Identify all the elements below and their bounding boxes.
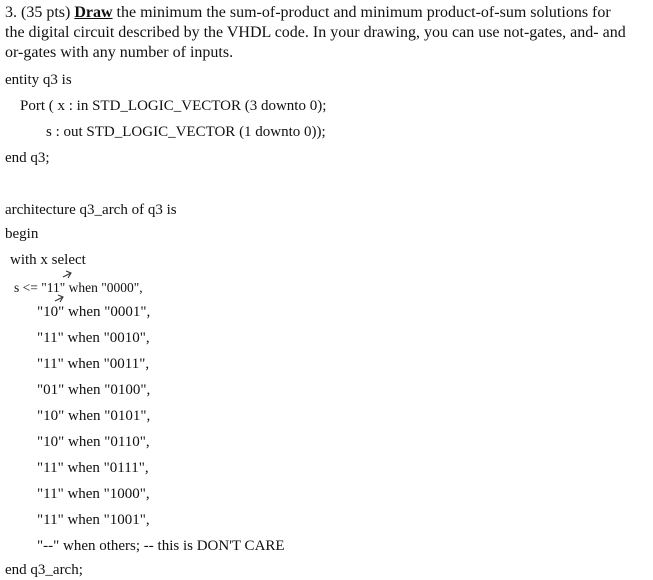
question-verb: Draw (74, 4, 113, 21)
question-line-1 (5, 3, 650, 23)
question-line-3: or-gates with any number of inputs. (5, 44, 234, 61)
assign-line-0100: "01" when "0100", (37, 382, 151, 398)
entity-end: end q3; (5, 150, 50, 166)
question-number: 3. (5, 4, 17, 21)
question-line-1-text: the minimum the sum-of-product and minimum product-of-sum solutions for (116, 4, 611, 21)
assign-line-0101: "10" when "0101", (37, 408, 151, 424)
pen-tick-mark (54, 292, 68, 304)
assign-line-0011: "11" when "0011", (37, 356, 150, 372)
question-line-2: the digital circuit described by the VHDL code. In your drawing, you can use not-gates, and- and (5, 24, 626, 41)
entity-header: entity q3 is (5, 72, 72, 88)
architecture-end: end q3_arch; (5, 562, 83, 578)
with-select-line: with x select (10, 252, 86, 268)
question-points: (35 pts) (21, 4, 71, 21)
assign-line-1001: "11" when "1001", (37, 512, 150, 528)
port-x-line: Port ( x : in STD_LOGIC_VECTOR (3 downto 0); (20, 98, 327, 114)
pen-tick-mark (62, 268, 76, 280)
others-line: "--" when others; -- this is DON'T CARE (37, 538, 285, 554)
assign-line-0010: "11" when "0010", (37, 330, 150, 346)
question-prompt (5, 3, 650, 63)
assign-line-1000: "11" when "1000", (37, 486, 150, 502)
assign-line-0001: "10" when "0001", (37, 304, 151, 320)
assign-line-0110: "10" when "0110", (37, 434, 150, 450)
assign-line-0000: s <= "11" when "0000", (14, 280, 143, 295)
architecture-begin: begin (5, 226, 39, 242)
architecture-header: architecture q3_arch of q3 is (5, 202, 177, 218)
port-s-line: s : out STD_LOGIC_VECTOR (1 downto 0)); (46, 124, 326, 140)
assign-line-0111: "11" when "0111", (37, 460, 149, 476)
